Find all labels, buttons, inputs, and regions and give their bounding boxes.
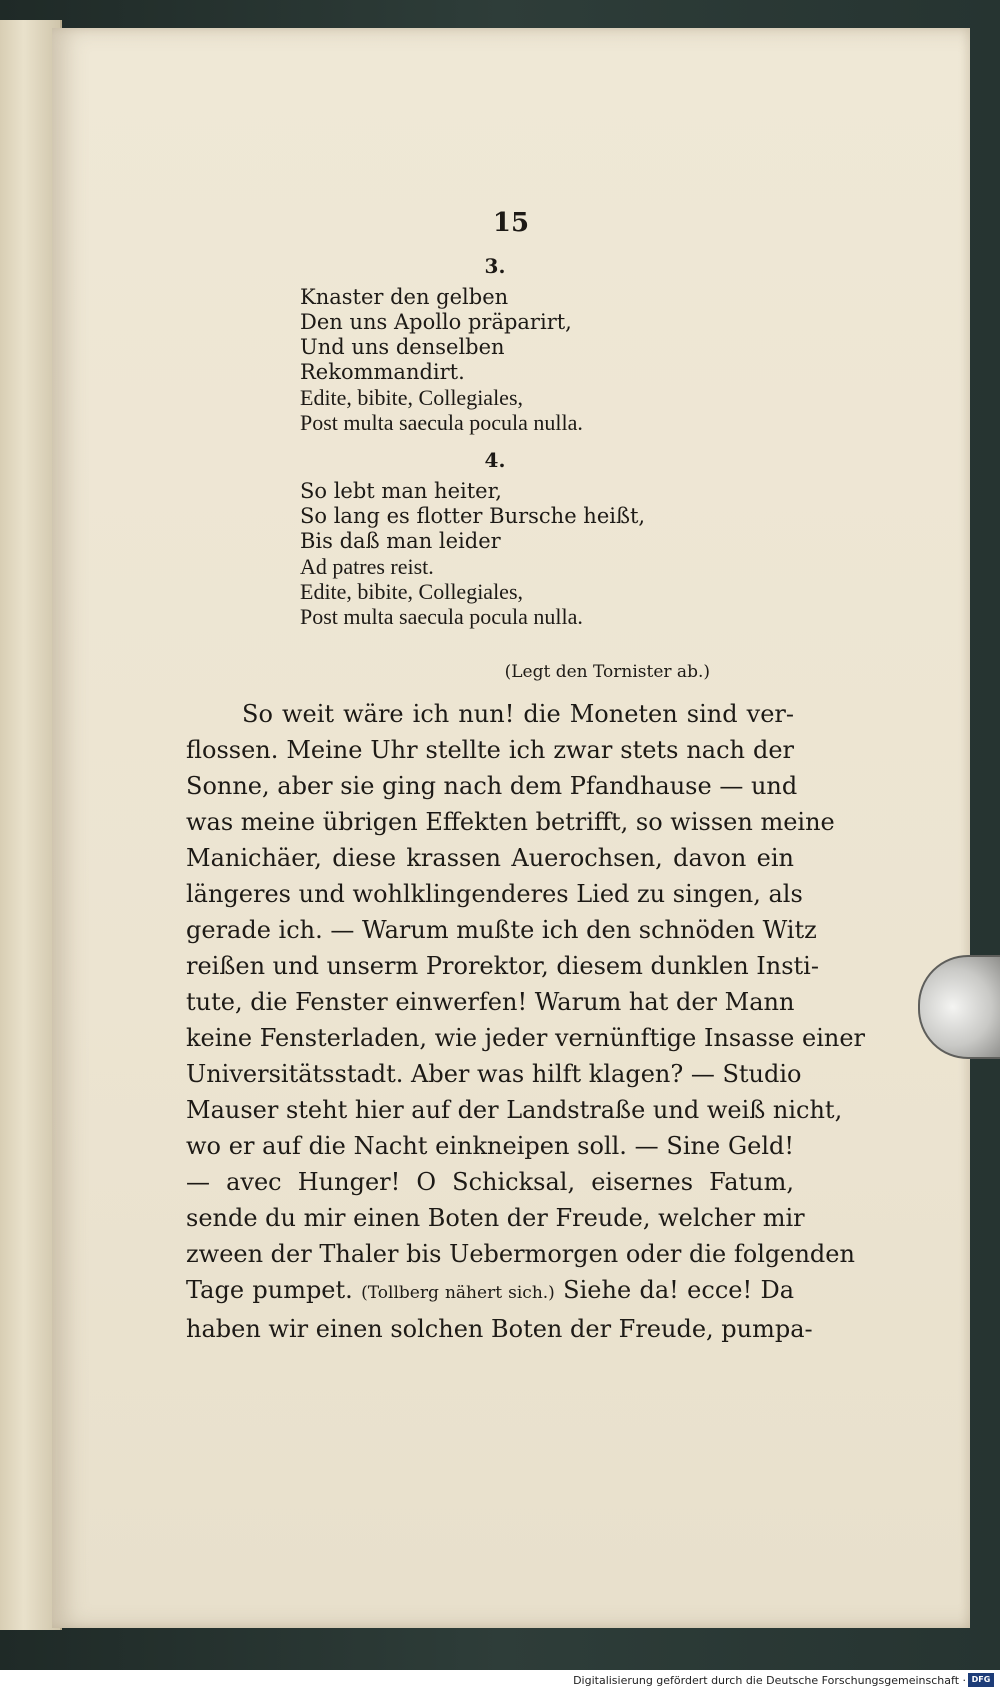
digitization-credit: Digitalisierung gefördert durch die Deutsche Forschungsgemeinschaft ·	[573, 1674, 966, 1687]
prose-line: Manichäer, diese krassen Auerochsen, davon ein	[186, 844, 794, 872]
page-number: 15	[492, 208, 530, 238]
prose-line: was meine übrigen Effekten betrifft, so wissen meine	[186, 808, 835, 836]
prose-line: Mauser steht hier auf der Landstraße und weiß nicht,	[186, 1096, 843, 1124]
prose-line: längeres und wohlklingenderes Lied zu singen, als	[186, 880, 803, 908]
verse-line: Rekommandirt.	[300, 360, 465, 384]
prose-line: tute, die Fenster einwerfen! Warum hat der Mann	[186, 988, 795, 1016]
prose-paragraph	[186, 696, 866, 1347]
stage-direction: (Legt den Tornister ab.)	[504, 662, 710, 682]
verse-line: So lebt man heiter,	[300, 479, 502, 503]
verse-4	[300, 448, 800, 629]
prose-line: haben wir einen solchen Boten der Freude, pumpa-	[186, 1315, 813, 1343]
prose-line: Sonne, aber sie ging nach dem Pfandhause — und	[186, 772, 798, 800]
prose-line: reißen und unserm Prorektor, diesem dunklen Insti-	[186, 952, 819, 980]
verse-line: So lang es flotter Bursche heißt,	[300, 504, 646, 528]
prose-line: zween der Thaler bis Uebermorgen oder die folgenden	[186, 1240, 855, 1268]
prose-line: sende du mir einen Boten der Freude, welcher mir	[186, 1204, 805, 1232]
prose-line: keine Fensterladen, wie jeder vernünftige Insasse einer	[186, 1024, 866, 1052]
verse-line: Edite, bibite, Collegiales,	[300, 385, 524, 410]
verse-3	[300, 254, 800, 435]
prose-line: Universitätsstadt. Aber was hilft klagen? — Studio	[186, 1060, 802, 1088]
prose-line: flossen. Meine Uhr stellte ich zwar stets nach der	[186, 736, 794, 764]
verse-number: 4.	[484, 448, 506, 472]
verse-number: 3.	[484, 254, 506, 278]
verse-line: Edite, bibite, Collegiales,	[300, 579, 524, 604]
book-page	[52, 28, 970, 1628]
verse-line: Post multa saecula pocula nulla.	[300, 410, 583, 435]
prose-text: Siehe da! ecce! Da	[554, 1276, 794, 1304]
prose-line	[186, 1272, 794, 1311]
inline-stage-direction: (Tollberg nähert sich.)	[361, 1283, 555, 1303]
verse-line: Und uns denselben	[300, 335, 505, 359]
verse-line: Knaster den gelben	[300, 285, 509, 309]
prose-line: — avec Hunger! O Schicksal, eisernes Fatum,	[186, 1168, 794, 1196]
verse-line: Post multa saecula pocula nulla.	[300, 604, 583, 629]
prose-line: wo er auf die Nacht einkneipen soll. — Sine Geld!	[186, 1132, 794, 1160]
verse-line: Ad patres reist.	[300, 554, 434, 579]
prose-line: gerade ich. — Warum mußte ich den schnöden Witz	[186, 916, 817, 944]
verse-line: Bis daß man leider	[300, 529, 501, 553]
dfg-logo-icon: DFG	[968, 1673, 994, 1687]
verse-line: Den uns Apollo präparirt,	[300, 310, 572, 334]
prose-text: Tage pumpet.	[186, 1276, 362, 1304]
prose-line: So weit wäre ich nun! die Moneten sind ver-	[242, 700, 794, 728]
